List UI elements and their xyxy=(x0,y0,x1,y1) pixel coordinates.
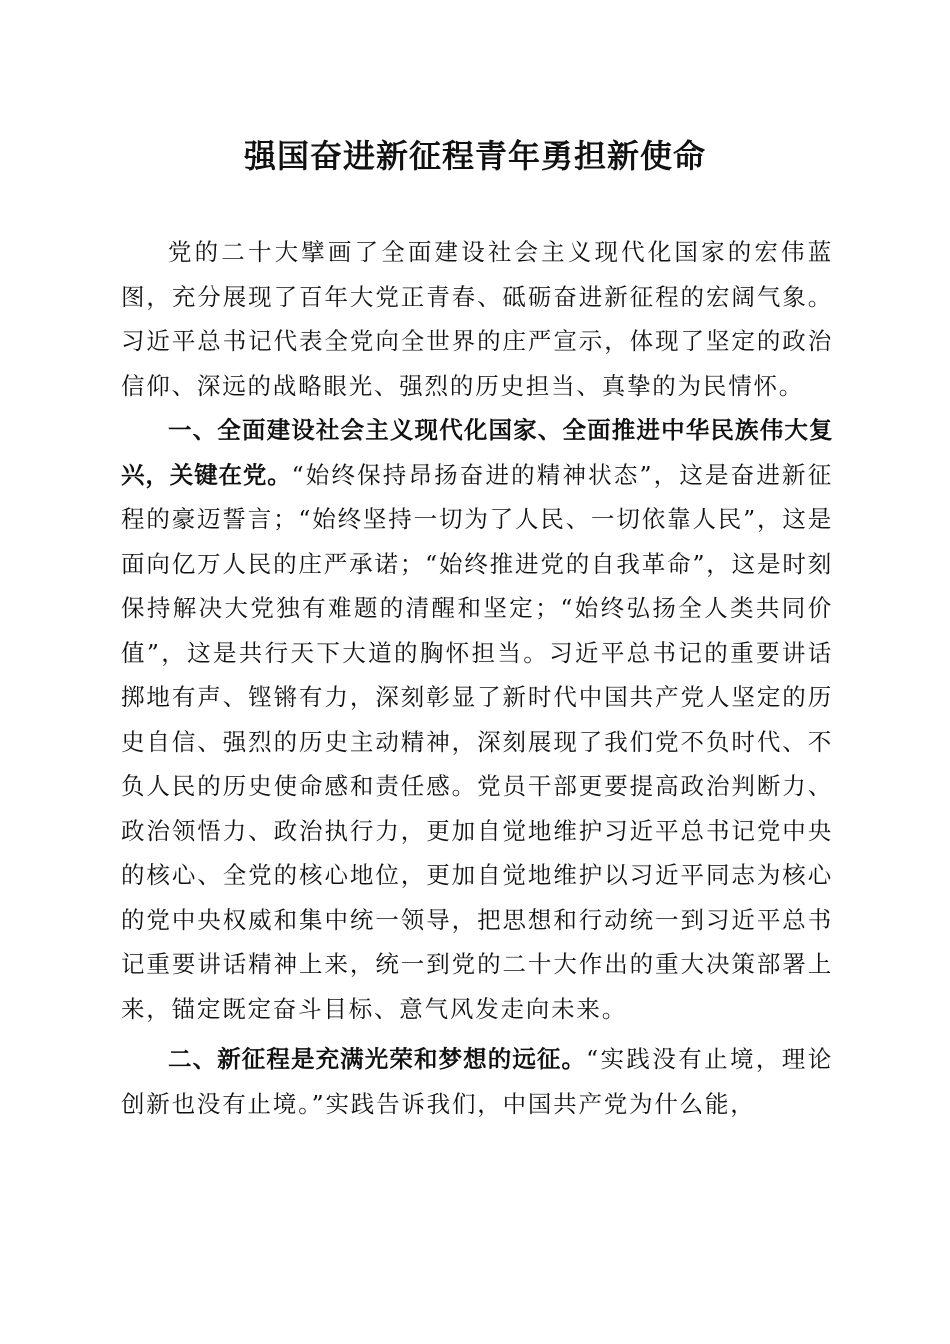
document-body xyxy=(121,230,833,1126)
paragraph-intro xyxy=(121,230,833,408)
paragraph-text: “始终保持昂扬奋进的精神状态”，这是奋进新征程的豪迈誓言；“始终坚持一切为了人民、一切依靠人民”，这是面向亿万人民的庄严承诺；“始终推进党的自我革命”，这是时刻保持解决大党独有难题的清醒和坚定；“始终弘扬全人类共同价值”，这是共行天下大道的胸怀担当。习近平总书记的重要讲话掷地有声、铿锵有力，深刻彰显了新时代中国共产党人坚定的历史自信、强烈的历史主动精神，深刻展现了我们党不负时代、不负人民的历史使命感和责任感。党员干部更要提高政治判断力、政治领悟力、政治执行力，更加自觉地维护习近平总书记党中央的核心、全党的核心地位，更加自觉地维护以习近平同志为核心的党中央权威和集中统一领导，把思想和行动统一到习近平总书记重要讲话精神上来，统一到党的二十大作出的重大决策部署上来，锚定既定奋斗目标、意气风发走向未来。 xyxy=(121,460,833,1023)
paragraph-section-one xyxy=(121,408,833,1031)
paragraph-text: “实践没有止境，理论创新也没有止境。”实践告诉我们，中国共产党为什么能， xyxy=(121,1045,833,1118)
paragraph-section-two xyxy=(121,1037,833,1126)
paragraph-text: 党的二十大擘画了全面建设社会主义现代化国家的宏伟蓝图，充分展现了百年大党正青春、砥砺奋进新征程的宏阔气象。习近平总书记代表全党向全世界的庄严宣示，体现了坚定的政治信仰、深远的战略眼光、强烈的历史担当、真挚的为民情怀。 xyxy=(121,238,833,400)
section-heading: 二、新征程是充满光荣和梦想的远征。 xyxy=(168,1045,587,1073)
document-title: 强国奋进新征程青年勇担新使命 xyxy=(243,137,706,175)
section-heading: 一、全面建设社会主义现代化国家、全面推进中华民族伟大复兴，关键在党。 xyxy=(121,416,833,489)
